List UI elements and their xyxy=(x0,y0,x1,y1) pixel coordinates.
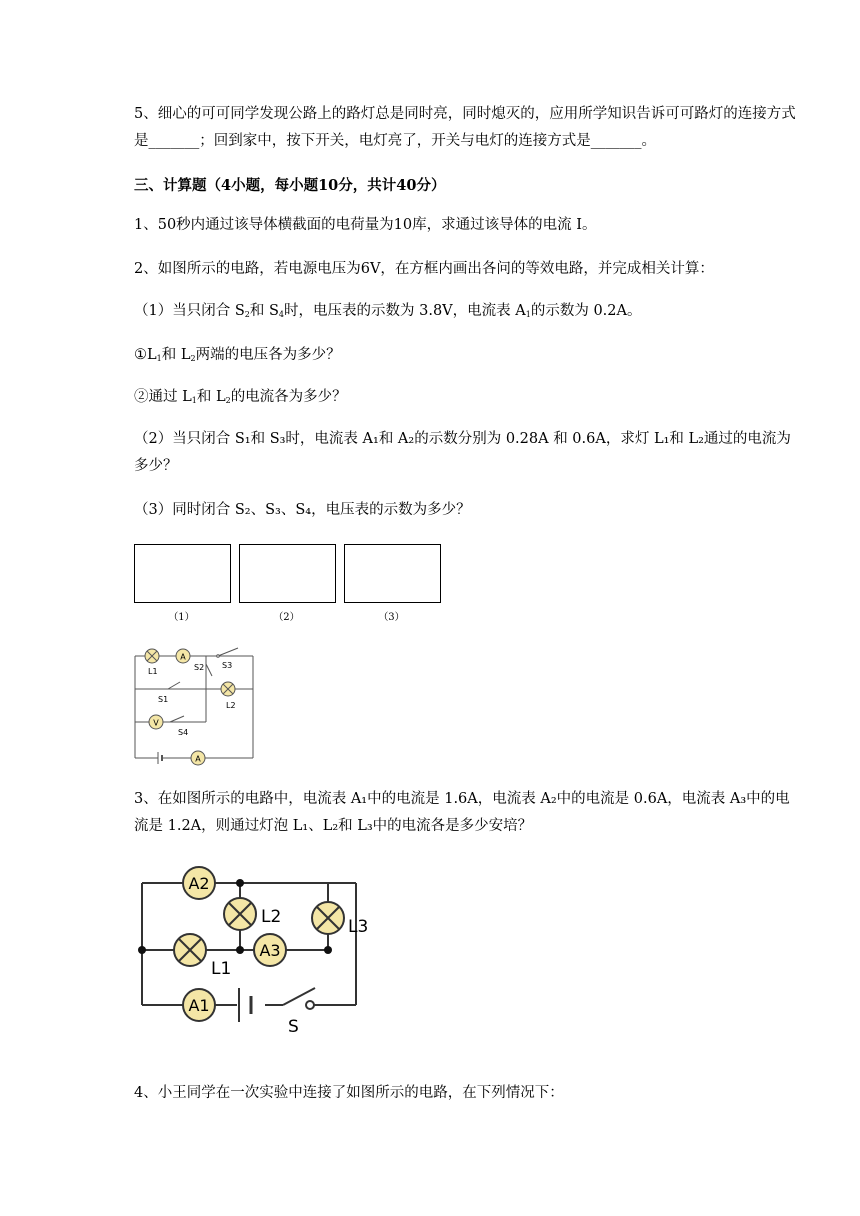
answer-box-1-label: （1） xyxy=(168,612,195,623)
calc-4-text: 4、小王同学在一次实验中连接了如图所示的电路，在下列情况下： xyxy=(134,1085,564,1101)
svg-text:A: A xyxy=(195,754,201,764)
answer-box-3 xyxy=(344,544,441,603)
calc-2-sub-2: （2）当只闭合 S₁和 S₃时，电流表 A₁和 A₂的示数分别为 0.28A 和 0.6A，求灯 L₁和 L₂通过的电流为多少？ xyxy=(134,431,791,474)
ammeter-a2-icon xyxy=(191,751,205,765)
question-5-text: 5、细心的可可同学发现公路上的路灯总是同时亮，同时熄灭的，应用所学知识告诉可可路灯的连接方式是_______；回到家中，按下开关，电灯亮了，开关与电灯的连接方式是_______。 xyxy=(134,106,796,149)
label-l1: L1 xyxy=(148,667,158,676)
circuit-diagram-q3 xyxy=(133,862,383,1037)
lamp-l2-icon xyxy=(224,898,256,930)
svg-text:A1: A1 xyxy=(188,996,210,1015)
section-3-heading: 三、计算题（4小题，每小题10分，共计40分） xyxy=(134,177,446,194)
label-s3: S3 xyxy=(222,661,233,670)
battery-icon xyxy=(239,988,251,1022)
ammeter-a1-icon xyxy=(176,649,190,663)
answer-box-3-label: （3） xyxy=(378,612,405,623)
switch-s-icon xyxy=(283,988,315,1009)
label-s2: S2 xyxy=(194,663,205,672)
label-l1: L1 xyxy=(211,959,232,979)
lamp-l1-icon xyxy=(145,649,159,663)
label-l2: L2 xyxy=(261,907,282,927)
label-s4: S4 xyxy=(178,728,189,737)
svg-text:V: V xyxy=(153,718,159,728)
voltmeter-icon xyxy=(149,715,163,729)
lamp-l2-icon xyxy=(221,682,235,696)
calc-2-intro: 2、如图所示的电路，若电源电压为6V，在方框内画出各问的等效电路，并完成相关计算： xyxy=(134,261,714,277)
calc-1-text: 1、50秒内通过该导体横截面的电荷量为10库，求通过该导体的电流 I。 xyxy=(134,217,597,233)
answer-box-2-label: （2） xyxy=(273,612,300,623)
ammeter-a3-icon xyxy=(254,934,286,966)
calc-2-q1: $①L_1$和 $L_2$两端的电压各为多少？ xyxy=(134,347,341,363)
battery-icon xyxy=(158,752,162,764)
lamp-l1-icon xyxy=(174,934,206,966)
ammeter-a1-icon xyxy=(183,989,215,1021)
ammeter-a2-icon xyxy=(183,867,215,899)
circuit-diagram-q2 xyxy=(128,640,263,768)
calc-2-sub-3: （3）同时闭合 S₂、S₃、S₄，电压表的示数为多少？ xyxy=(134,502,471,518)
answer-box-2 xyxy=(239,544,336,603)
calc-2-sub-1: （1）当只闭合 $S_2$和 $S_4$时，电压表的示数为 3.8V，电流表 $A_1$的示数为 0.2A。 xyxy=(134,303,642,319)
svg-text:A2: A2 xyxy=(188,874,210,893)
label-s: S xyxy=(288,1017,299,1037)
answer-boxes xyxy=(134,544,444,626)
answer-box-1 xyxy=(134,544,231,603)
calc-2-q2: ②通过 $L_1$和 $L_2$的电流各为多少？ xyxy=(134,389,347,405)
lamp-l3-icon xyxy=(312,902,344,934)
label-l2: L2 xyxy=(226,701,236,710)
svg-text:A3: A3 xyxy=(259,941,281,960)
label-l3: L3 xyxy=(348,917,369,937)
label-s1: S1 xyxy=(158,695,169,704)
svg-text:A: A xyxy=(180,652,186,662)
calc-3-text: 3、在如图所示的电路中，电流表 A₁中的电流是 1.6A，电流表 A₂中的电流是 0.6A，电流表 A₃中的电流是 1.2A，则通过灯泡 L₁、L₂和 L₃中的电流各是多少安培？ xyxy=(134,791,790,834)
